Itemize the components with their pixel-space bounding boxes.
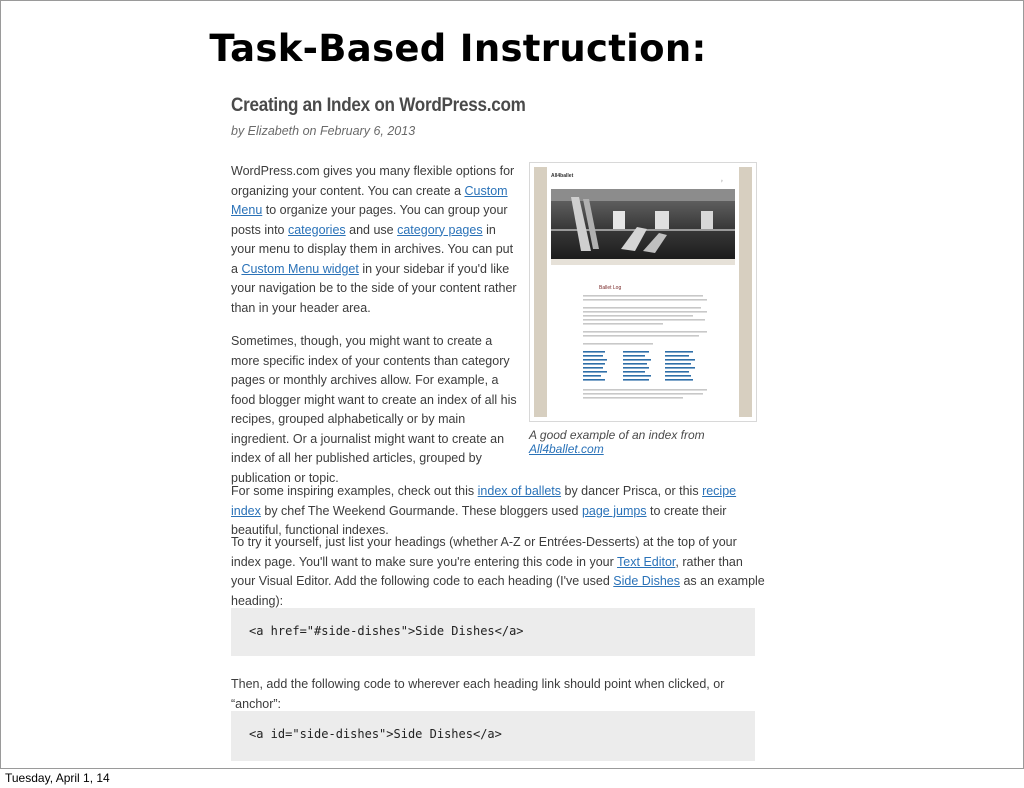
link-side-dishes[interactable]: Side Dishes [613,574,680,588]
text-run: by dancer Prisca, or this [561,484,703,498]
text-run: and use [345,222,398,237]
link-text-editor[interactable]: Text Editor [617,554,676,569]
code-block-link [231,608,755,656]
paragraph-instructions [231,533,766,611]
post-title: Creating an Index on WordPress.com [231,95,526,116]
text-run: to create their beautiful, functional indexes. [231,503,727,537]
code-block-anchor [231,711,755,761]
text-run: to organize your pages. You can group your posts into [231,203,508,237]
footer-date: Tuesday, April 1, 14 [5,771,110,785]
text-run: as an example heading): [231,574,765,608]
paragraph-index-explain: Sometimes, though, you might want to create a more specific index of your contents than category pages or monthly archives allow. For example, a food blogger might want to create an index of all his recipes, grouped alphabetically or by main ingredient. Or a journalist might want to create an index of all her published articles, grouped by publication or topic. [231,334,517,485]
text-run: in your sidebar if you'd like your navigation be to the side of your content rather than in your header area. [231,261,517,315]
link-custom-menu-widget[interactable]: Custom Menu widget [241,261,359,276]
link-page-jumps[interactable]: page jumps [581,503,647,518]
figure-frame [529,162,757,422]
link-custom-menu[interactable]: Custom Menu [231,183,508,217]
text-run: in your menu to display them in archives. You can put a [231,222,514,276]
code-anchor-text: <a id="side-dishes">Side Dishes</a> [249,727,502,741]
link-category-pages[interactable]: category pages [397,222,483,237]
figure-page [547,167,739,417]
link-recipe-index[interactable]: recipe index [231,484,737,518]
figure-site-name: All4ballet [551,173,574,179]
text-run: by chef The Weekend Gourmande. These bloggers used [260,503,582,518]
figure-hero-image [551,189,735,259]
caption-text: A good example of an index from [529,428,705,442]
post-byline: by Elizabeth on February 6, 2013 [231,124,416,138]
paragraph-anchor: Then, add the following code to wherever each heading link should point when clicked, or “anchor”: [231,677,725,711]
figure-page-text [583,295,713,405]
link-all4ballet[interactable]: All4ballet.com [529,442,604,456]
paragraph-examples [231,482,766,541]
code-link-text: <a href="#side-dishes">Side Dishes</a> [249,624,524,638]
slide-title: Task-Based Instruction: [209,27,707,70]
figure-search-icon: ⚲ [720,179,723,183]
figure-nav-bar [551,259,735,265]
paragraph-intro [231,162,521,318]
link-categories[interactable]: categories [287,222,346,237]
text-run: To try it yourself, just list your headings (whether A-Z or Entrées-Desserts) at the top of your index page. You'll want to make sure you're entering this code in your [231,535,737,569]
article-screenshot [217,87,777,769]
text-run: For some inspiring examples, check out this [231,484,478,498]
figure-background [534,167,752,417]
link-index-of-ballets[interactable]: index of ballets [477,484,562,498]
figure-page-heading: Ballet Log [599,285,622,291]
figure-caption [529,428,769,456]
text-run: WordPress.com gives you many flexible options for organizing your content. You can create a [231,164,515,198]
text-run: , rather than your Visual Editor. Add the following code to each heading (I've used [231,554,743,588]
